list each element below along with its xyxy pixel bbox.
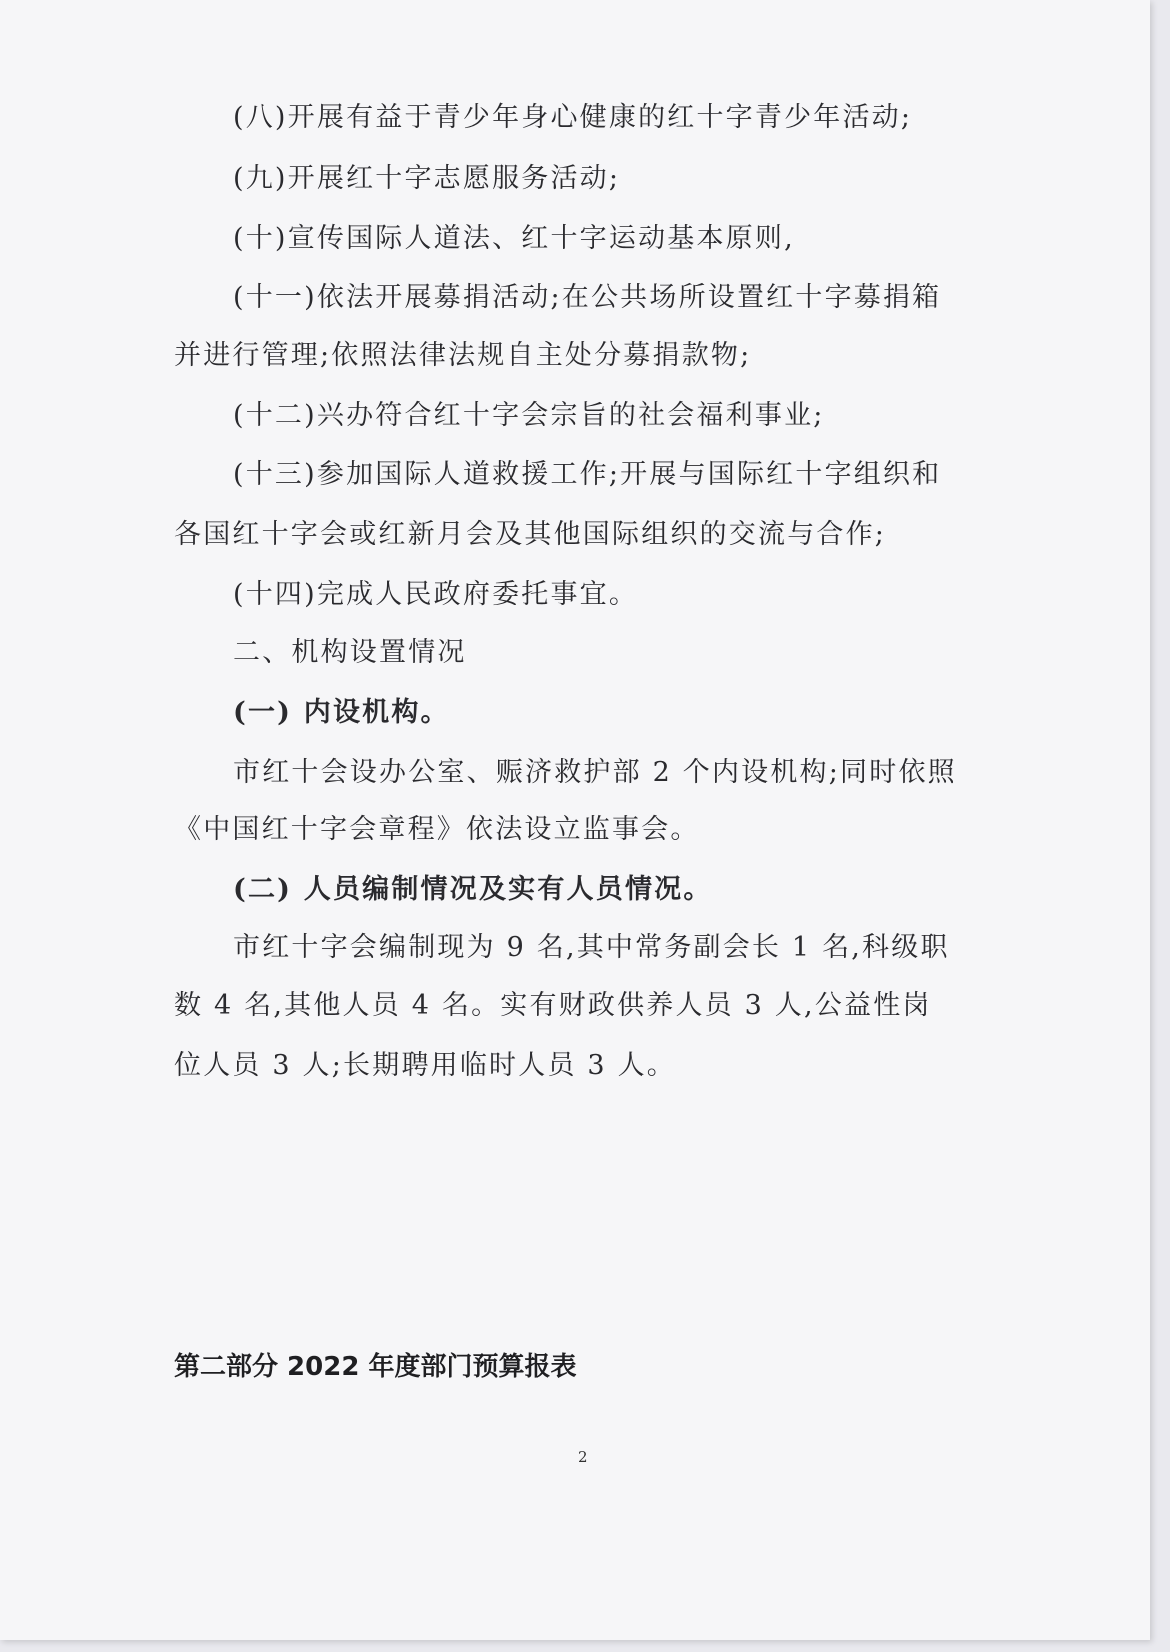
paragraph-line: (十三)参加国际人道救援工作;开展与国际红十字组织和 xyxy=(233,459,942,490)
part-heading: 第二部分 2022 年度部门预算报表 xyxy=(174,1352,577,1382)
paragraph-line: (十一)依法开展募捐活动;在公共场所设置红十字募捐箱 xyxy=(233,282,942,313)
paragraph-line: 市红十字会编制现为 9 名,其中常务副会长 1 名,科级职 xyxy=(233,932,950,963)
subsection-title: (二) 人员编制情况及实有人员情况。 xyxy=(233,874,713,905)
paragraph-line: 数 4 名,其他人员 4 名。实有财政供养人员 3 人,公益性岗 xyxy=(174,990,932,1021)
paragraph-line: 《中国红十字会章程》依法设立监事会。 xyxy=(174,814,700,845)
paragraph-line: (十四)完成人民政府委托事宜。 xyxy=(233,579,639,610)
paragraph-line: 位人员 3 人;长期聘用临时人员 3 人。 xyxy=(174,1050,676,1081)
paragraph-line: 并进行管理;依照法律法规自主处分募捐款物; xyxy=(174,340,752,371)
paragraph-line: (八)开展有益于青少年身心健康的红十字青少年活动; xyxy=(233,102,913,133)
section-title: 二、机构设置情况 xyxy=(233,637,467,668)
paragraph-line: (十二)兴办符合红十字会宗旨的社会福利事业; xyxy=(233,400,825,431)
paragraph-line: 各国红十字会或红新月会及其他国际组织的交流与合作; xyxy=(174,519,887,550)
paragraph-line: (九)开展红十字志愿服务活动; xyxy=(233,163,621,194)
paragraph-line: (十)宣传国际人道法、红十字运动基本原则, xyxy=(233,223,795,254)
page-number: 2 xyxy=(578,1448,588,1466)
paragraph-line: 市红十会设办公室、赈济救护部 2 个内设机构;同时依照 xyxy=(233,757,957,788)
subsection-title: (一) 内设机构。 xyxy=(233,697,450,728)
